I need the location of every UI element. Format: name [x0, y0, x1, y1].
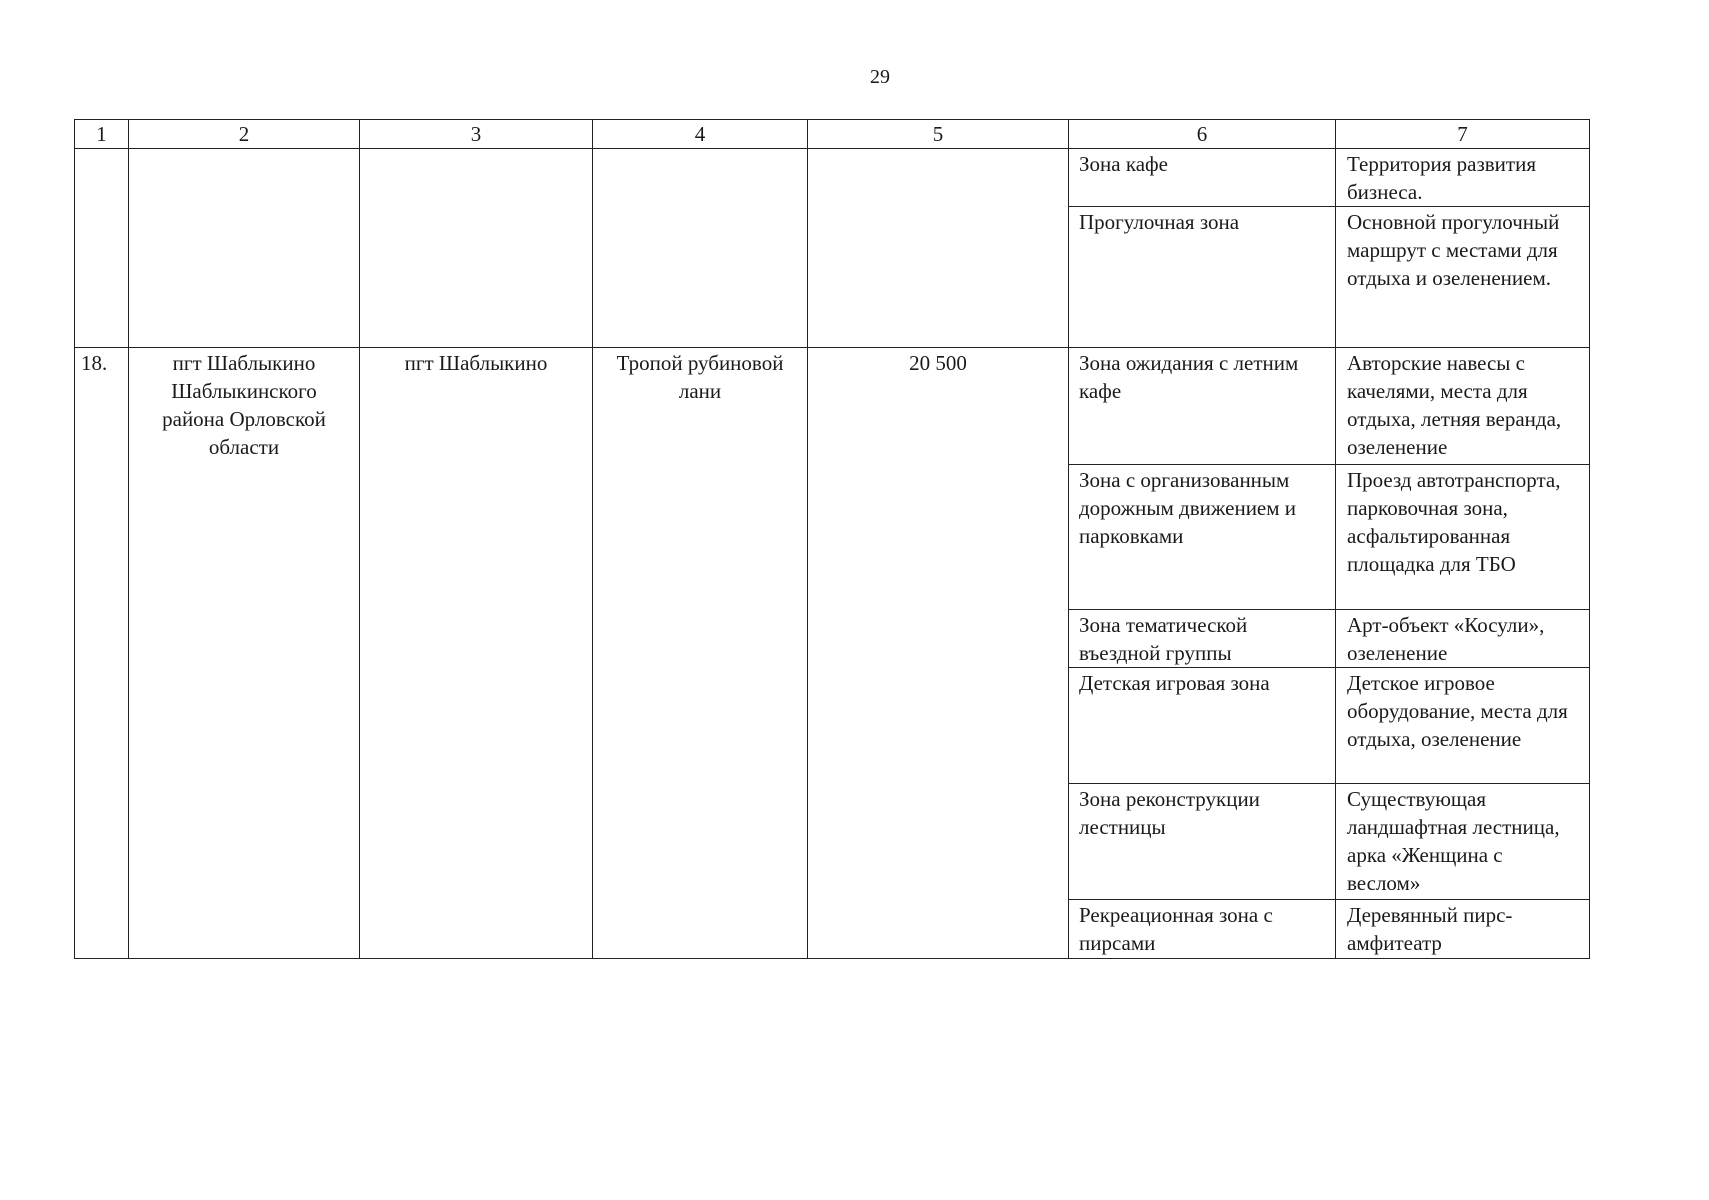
- empty-cell: [360, 149, 593, 348]
- zone-cell: Зона ожидания с летним кафе: [1069, 348, 1336, 465]
- amount-cell: 20 500: [808, 348, 1069, 959]
- column-header: 2: [129, 120, 360, 149]
- zone-cell: Зона тематической въездной группы: [1069, 610, 1336, 668]
- zone-cell: Рекреационная зона с пирсами: [1069, 900, 1336, 959]
- zone-cell: Детская игровая зона: [1069, 668, 1336, 784]
- description-cell: Основной прогулочный маршрут с местами для отдыха и озеленением.: [1336, 207, 1590, 348]
- data-table: [74, 119, 1590, 959]
- column-header: 6: [1069, 120, 1336, 149]
- description-cell: Проезд автотранспорта, парковочная зона, асфальтированная площадка для ТБО: [1336, 465, 1590, 610]
- description-cell: Детское игровое оборудование, места для отдыха, озеленение: [1336, 668, 1590, 784]
- column-header: 3: [360, 120, 593, 149]
- column-header: 1: [75, 120, 129, 149]
- description-cell: Авторские навесы с качелями, места для отдыха, летняя веранда, озеленение: [1336, 348, 1590, 465]
- column-header: 4: [593, 120, 808, 149]
- empty-cell: [808, 149, 1069, 348]
- settlement-cell: пгт Шаблыкино Шаблыкинского района Орловской области: [129, 348, 360, 959]
- page-number: 29: [870, 66, 890, 88]
- description-cell: Территория развития бизнеса.: [1336, 149, 1590, 207]
- zone-cell: Зона кафе: [1069, 149, 1336, 207]
- column-header: 5: [808, 120, 1069, 149]
- zone-cell: Зона реконструкции лестницы: [1069, 784, 1336, 900]
- row-number: 18.: [75, 348, 129, 959]
- locality-cell: пгт Шаблыкино: [360, 348, 593, 959]
- empty-cell: [129, 149, 360, 348]
- header-row: [75, 120, 1590, 149]
- table-row: [75, 149, 1590, 207]
- object-name-cell: Тропой рубиновой лани: [593, 348, 808, 959]
- zone-cell: Зона с организованным дорожным движением и парковками: [1069, 465, 1336, 610]
- description-cell: Существующая ландшафтная лестница, арка «Женщина с веслом»: [1336, 784, 1590, 900]
- empty-cell: [593, 149, 808, 348]
- table-row: [75, 348, 1590, 465]
- empty-cell: [75, 149, 129, 348]
- zone-cell: Прогулочная зона: [1069, 207, 1336, 348]
- description-cell: Арт-объект «Косули», озеленение: [1336, 610, 1590, 668]
- description-cell: Деревянный пирс-амфитеатр: [1336, 900, 1590, 959]
- column-header: 7: [1336, 120, 1590, 149]
